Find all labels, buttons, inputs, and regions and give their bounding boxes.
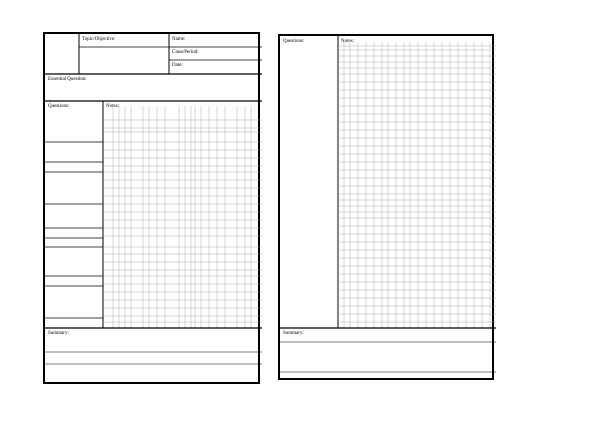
essential-question-label: Essential Question: xyxy=(48,77,87,82)
name-label: Name: xyxy=(172,37,186,42)
right-notes-label: Notes: xyxy=(341,39,355,44)
left-notes-label: Notes: xyxy=(106,104,120,109)
left-notes-grid xyxy=(103,106,262,328)
left-page-lines xyxy=(45,34,262,386)
left-note-page xyxy=(43,32,260,384)
left-summary-label: Summary: xyxy=(48,331,69,336)
date-label: Date: xyxy=(172,63,183,68)
right-summary-label: Summary: xyxy=(283,331,304,336)
right-notes-grid xyxy=(338,42,496,328)
topic-objective-label: Topic/Objective: xyxy=(82,37,116,42)
class-period-label: Class/Period: xyxy=(172,50,199,55)
right-note-page xyxy=(278,34,494,380)
left-questions-label: Questions: xyxy=(48,104,70,109)
right-page-lines xyxy=(280,36,496,382)
right-questions-label: Questions: xyxy=(283,39,305,44)
